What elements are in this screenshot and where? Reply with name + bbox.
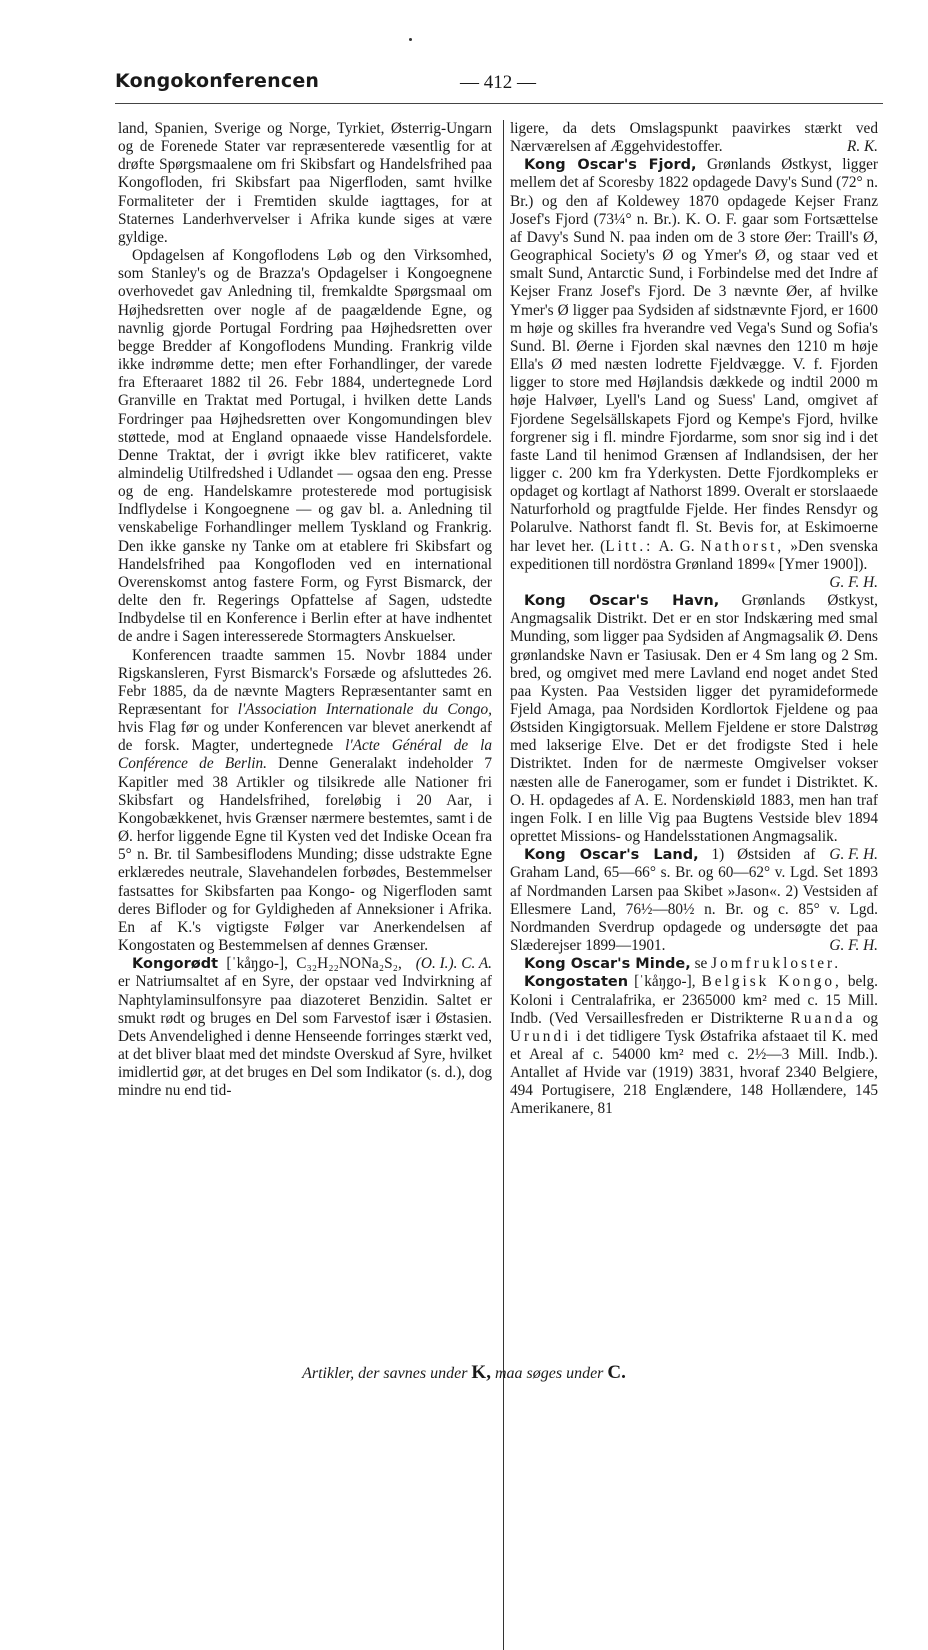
spaced-text: Belgisk Kongo, <box>701 973 842 991</box>
text-run: Denne Generalakt indeholder 7 Kapitler med 38 Artikler og tilsikrede alle Nationer fri Skibsfart og Handelsfrihed, foreløbig i 20 Aar, i Kongobækkenet, hvis Grænser nærmere bestemtes, samt i de Ø. herfor liggende Egne til Kysten ved det Indiske Ocean fra 5° n. Br. til Sambesiflodens Munding; disse udstrakte Egne erklæredes neutrale, Slavehandelen forbødes, Bestemmelser fastsattes for Skibsfarten paa Kongo- og Nigerfloden samt deres Bifloder og for Gyldigheden af Anneksioner i Afrika. En af K.'s vigtigste Følger var Anerkendelsen af Kongostaten og Bestemmelsen af dennes Grænser. <box>118 755 492 955</box>
author-signature: (O. I.). C. A. <box>415 955 492 973</box>
header-rule <box>115 103 883 104</box>
text-run: A. G. <box>653 537 701 555</box>
text-run: og <box>855 1009 878 1027</box>
italic-title: l'Acte Général de la Conférence de Berlin. <box>118 737 492 773</box>
entry-kong-oscars-fjord <box>510 156 878 592</box>
author-signature: G. F. H. <box>829 573 878 591</box>
author-signature: G. F. H. <box>829 937 878 955</box>
text-run: Artikler, der savnes under <box>302 1365 472 1382</box>
spaced-text: Nathorst, <box>700 537 785 555</box>
text-run: maa søges under <box>490 1365 608 1382</box>
text-run: i det tidligere Tysk Østafrika afstaaet til K. med et Areal af c. 54000 km² med c. 2½—3 Mill. Indb.). Antallet af Hvide var (1919) 3831, hvoraf 2340 Belgiere, 494 Portugisere, 218 Englændere, 148 Hollændere, 145 Amerikanere, 81 <box>510 1027 878 1118</box>
paragraph: land, Spanien, Sverige og Norge, Tyrkiet, Østerrig-Ungarn og de Forenede Stater var repræsenterede væsentlig for at drøfte Spørgsmaalene om fri Skibsfart og Handelsfrihed paa Kongofloden, fri Skibsfart paa Nigerfloden, samt hvilke Formaliteter der i Fremtiden skulde iagttages, for at Staternes Landerhvervelser i Afrika kunde siges at være gyldige. <box>118 120 492 246</box>
text-run: ligere, da dets Omslagspunkt paavirkes stærkt ved Nærværelsen af Æggehvidestoffer. <box>510 120 878 156</box>
text-run: »Den svenska expeditionen till nordöstra Grønland 1899« [Ymer 1900]). <box>510 537 878 573</box>
footer-letter: K, <box>471 1362 491 1383</box>
entry-headword: Kong Oscar's Minde, <box>524 956 691 973</box>
text-run: hvis Flag før og under Konferencen var blevet anerkendt af de forsk. Magter, undertegnede <box>118 719 492 755</box>
text-run: belg. Koloni i Centralafrika, er 2365000 km² med c. 15 Mill. Indb. (Ved Versaillesfreden er Distrikterne <box>510 973 879 1027</box>
author-signature: R. K. <box>846 138 878 156</box>
text-run: Grønlands Østkyst, ligger mellem det af Scoresby 1822 opdagede Davy's Sund (72° n. Br.) og den af Koldewey 1870 opdagede Kejser Franz Josef's Fjord (73¼° n. Br.). K. O. F. gaar som Fortsættelse af Davy's Sund N. paa inden om de 3 store Øer: Traill's Ø, Geographical Society's Ø og Ymer's Ø, og staar ved et smalt Sund, Antarctic Sund, i Forbindelse med det Indre af Kejser Franz Josef's Fjord. De 3 nævnte Øer, af hvilke Ymer's Ø ligger paa Sydsiden af sidstnævnte Fjord, er 1600 m høje og skilles fra hverandre ved Vega's Sund og Sofia's Sund. Bl. Øerne i Fjorden skal nævnes den 1210 m høje Ella's Ø med næsten lodrette Fjeldvægge. V. f. Fjorden ligger to store med Højlandsis dækkede og indtil 2000 m høje Halvøer, Lyell's Land og Suess' Land, omgivet af Fjordene Segelsällskapets Fjord og Kempe's Fjord, hvilke forgrener sig i fl. mindre Fjordarme, som snor sig ind i det faste Land til henimod Grænsen af Indlandsisen, der her ligger c. 200 km fra Yderkysten. Dette Fjordkompleks er opdaget og kortlagt af Nathorst 1899. Overalt er storslaaede Naturforhold og pragtfulde Fjelde. Her findes Rensdyr og Polarulve. Nathorst fandt fl. St. Bevis for, at Eskimoerne har levet her. ( <box>510 156 878 555</box>
spaced-text: Ruanda <box>790 1009 856 1027</box>
page-number: — 412 — <box>460 72 536 93</box>
entry-kongostaten <box>510 973 878 1118</box>
entry-headword: Kongorødt <box>132 956 219 973</box>
page-header <box>115 70 880 96</box>
spaced-text: Litt.: <box>605 537 654 555</box>
footer-letter: C. <box>607 1362 626 1383</box>
column-separator <box>503 120 504 1650</box>
running-title: Kongokonferencen <box>115 70 320 92</box>
cross-reference: Jomfrukloster. <box>711 955 842 973</box>
left-column <box>118 120 492 1100</box>
printer-dot <box>409 38 412 41</box>
entry-kongorodt <box>118 955 492 1100</box>
author-signature: G. F. H. <box>829 846 878 864</box>
right-column <box>510 120 878 1119</box>
italic-title: l'Association Internationale du Congo, <box>237 701 492 718</box>
text-run: 1) Østsiden af Graham Land, 65—66° s. Br. og 60—62° v. Lgd. Set 1893 af Nordmanden Larsen paa Skibet »Jason«. 2) Vestsiden af Ellesmere Land, 76½—80½ n. Br. og c. 85° v. Lgd. Nordmanden Sverdrup opdagede og undersøgte det paa Slæderejser 1899—1901. <box>510 846 878 955</box>
entry-headword: Kong Oscar's Land, <box>524 847 699 864</box>
entry-kong-oscars-minde <box>510 955 878 973</box>
entry-headword: Kong Oscar's Fjord, <box>524 157 697 174</box>
entry-headword: Kong Oscar's Havn, <box>524 593 720 610</box>
entry-headword: Kongostaten <box>524 974 629 991</box>
paragraph: Opdagelsen af Kongoflodens Løb og den Virksomhed, som Stanley's og de Brazza's Opdagelser i Kongoegnene overhovedet gav Anledning til, fremkaldte Spørgsmaal om Højhedsretten over nogle af de paagældende Egne, og navnlig gjorde Portugal Fordring paa Højhedsretten over begge Bredder af Kongoflodens Munding. Frankrig vilde ikke indrømme dette; men efter Forhandlinger, der varede fra Efteraaret 1882 til 26. Febr 1884, undertegnede Lord Granville en Traktat med Portugal, i hvilken dette Lands Fordringer paa Højhedsretten over Kongomundingen blev støttede, mod at England opnaaede visse Handelsfordele. Denne Traktat, der i øvrigt ikke blev ratificeret, vakte almindelig Utilfredshed i Udlandet — ogsaa den eng. Presse og de eng. Handelskamre protesterede mod portugisisk Indflydelse i Kongoegnene — og gav bl. a. Anledning til venskabelige Forhandlinger mellem Tyskland og Frankrig. Den ikke ganske ny Tanke om at etablere fri Skibsfart og Handelsfrihed paa Kongofloden ved en international Overenskomst antog fastere Form, og Fyrst Bismarck, der delte den fr. Regerings Opfattelse af Sagen, udstedte Indbydelse til en Konference i Berlin efter at have indhentet de andre i Sagen interesserede Stormagters Anskuelser. <box>118 247 492 646</box>
text-run: se <box>690 955 712 973</box>
text-run: Grønlands Østkyst, Angmagsalik Distrikt. Det er en stor Indskæring med smal Munding, som ligger paa Sydsiden af Angmagsalik Ø. Dens grønlandske Navn er Tasiusak. Den er 4 Sm lang og 2 Sm. bred, og omgivet med mere Lavland end noget andet Sted paa Kysten. Paa Vestsiden ligger det pyramideformede Fjeld Amaga, paa Nordsiden Kordlortok Fjeldene og paa Østsiden Kingigtorsuak. Mellem Fjeldene er store Dalstrøg med lakserige Elve. Det er det frodigste Sted i hele Distriktet. Inden for de nærmeste Omgivelser vokser næsten alle de Fanerogamer, som er fundet i Distriktet. K. O. H. opdagedes af A. E. Nordenskiøld 1883, men han traf ingen Folk. I en lille Vig paa Bugtens Vestside blev 1894 oprettet Missions- og Handelsstationen Angmagsalik. <box>510 592 878 846</box>
spaced-text: Urundi <box>510 1027 572 1045</box>
text-run: Konferencen traadte sammen 15. Novbr 1884 under Rigskansleren, Fyrst Bismarck's Forsæde og afsluttedes 26. Febr 1885, da de nævnte Magters Repræsentanter samt en Repræsentant for <box>118 646 492 718</box>
paragraph <box>510 120 878 156</box>
page-footer-note <box>0 1362 928 1384</box>
text-run: [ˈkåŋgo-], <box>628 973 702 991</box>
text-run: [ˈkåŋgo-], C₃₂H₂₂NONa₂S₂, er Natriumsaltet af en Syre, der opstaar ved Indvirkning af Naphtylaminsulfonsyre paa diazoteret Benzidin. Saltet er smukt rødt og bruges en Del som Farvestof især i Østasien. Dets Anvendelighed i denne Henseende forringes stærkt ved, at det bliver blaat med det mindste Overskud af Syre, hvilket imidlertid gør, at det bruges en Del som Indikator (s. d.), dog mindre nu end tid- <box>118 955 492 1100</box>
